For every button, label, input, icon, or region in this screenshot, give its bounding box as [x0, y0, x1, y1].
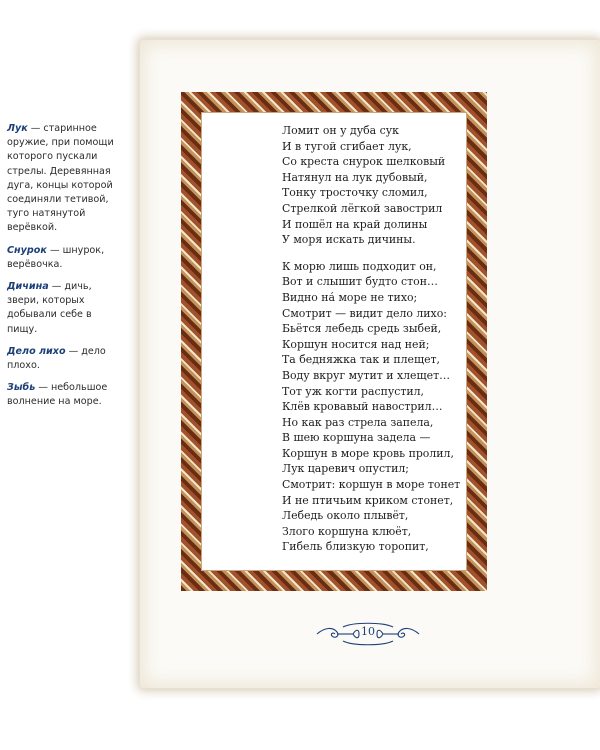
poem-line: Ломит он у дуба сук [282, 124, 399, 137]
poem-line: Гибель близкую торопит, [282, 540, 429, 554]
poem-line: Натянул на лук дубовый, [282, 170, 428, 184]
poem-line: У моря искать дичины. [282, 233, 416, 247]
glossary-definition: — небольшое волнение на море. [7, 382, 108, 408]
poem-line: Та бедняжка так и плещет, [282, 353, 441, 367]
poem-line: Коршун в море кровь пролил, [282, 446, 454, 460]
poem-line: Видно на́ море не тихо; [282, 290, 418, 304]
poem-line: К морю лишь подходит он, [282, 259, 437, 273]
poem-line: И в тугой сгибает лук, [282, 139, 412, 153]
glossary-definition: — дело плохо. [7, 345, 106, 372]
glossary-definition: — шнурок, верёвочка. [7, 244, 105, 270]
page-number: 10 [361, 625, 375, 638]
stanza-1 [282, 123, 482, 248]
page-number-ornament [313, 619, 423, 649]
glossary-entry-snurok [7, 244, 117, 272]
glossary-entry-delo-liho [7, 345, 117, 373]
poem-line: И не птичьим криком стонет, [282, 493, 454, 507]
glossary-entry-zyb [7, 381, 117, 409]
poem-line: Тот уж когти распустил, [282, 384, 425, 398]
glossary-term: Лук [7, 123, 28, 134]
glossary-term: Дело лихо [7, 345, 66, 357]
glossary-definition: — дичь, звери, которых добывали себе в пищу. [7, 281, 92, 335]
glossary-sidebar [7, 122, 117, 418]
poem-line: И пошёл на край долины [282, 217, 428, 231]
poem-line: Лук царевич опустил; [282, 462, 409, 476]
poem-line: Вот и слышит будто стон… [282, 275, 438, 289]
poem-line: Смотрит: коршун в море тонет [282, 478, 461, 492]
poem-line: Воду вкруг мутит и хлещет… [282, 368, 450, 382]
glossary-term: Снурок [7, 244, 47, 256]
poem-line: В шею коршуна задела — [282, 431, 431, 445]
poem-line: Тонку тросточку сломил, [282, 186, 428, 200]
glossary-term: Дичина [7, 281, 49, 293]
glossary-entry-luk [7, 122, 117, 236]
stanza-2 [282, 259, 482, 555]
poem-line: Коршун носится над ней; [282, 337, 430, 351]
poem-line: Бьётся лебедь средь зыбей, [282, 322, 442, 336]
poem-line: Стрелкой лёгкой завострил [282, 201, 443, 215]
poem-line: Со креста снурок шелковый [282, 155, 446, 169]
poem-text [282, 123, 482, 566]
glossary-entry-dichina [7, 280, 117, 337]
poem-line: Лебедь около плывёт, [282, 509, 409, 523]
poem-line: Но как раз стрела запела, [282, 415, 434, 429]
glossary-term: Зыбь [7, 382, 36, 394]
glossary-definition: — старинное оружие, при помощи которого пускали стрелы. Деревянная дуга, концы которой соединяли тетивой, туго натянутой верёвкой. [7, 123, 114, 234]
poem-line: Смотрит — видит дело лихо: [282, 306, 447, 320]
poem-line: Злого коршуна клюёт, [282, 524, 412, 538]
poem-line: Клёв кровавый навострил… [282, 400, 443, 414]
